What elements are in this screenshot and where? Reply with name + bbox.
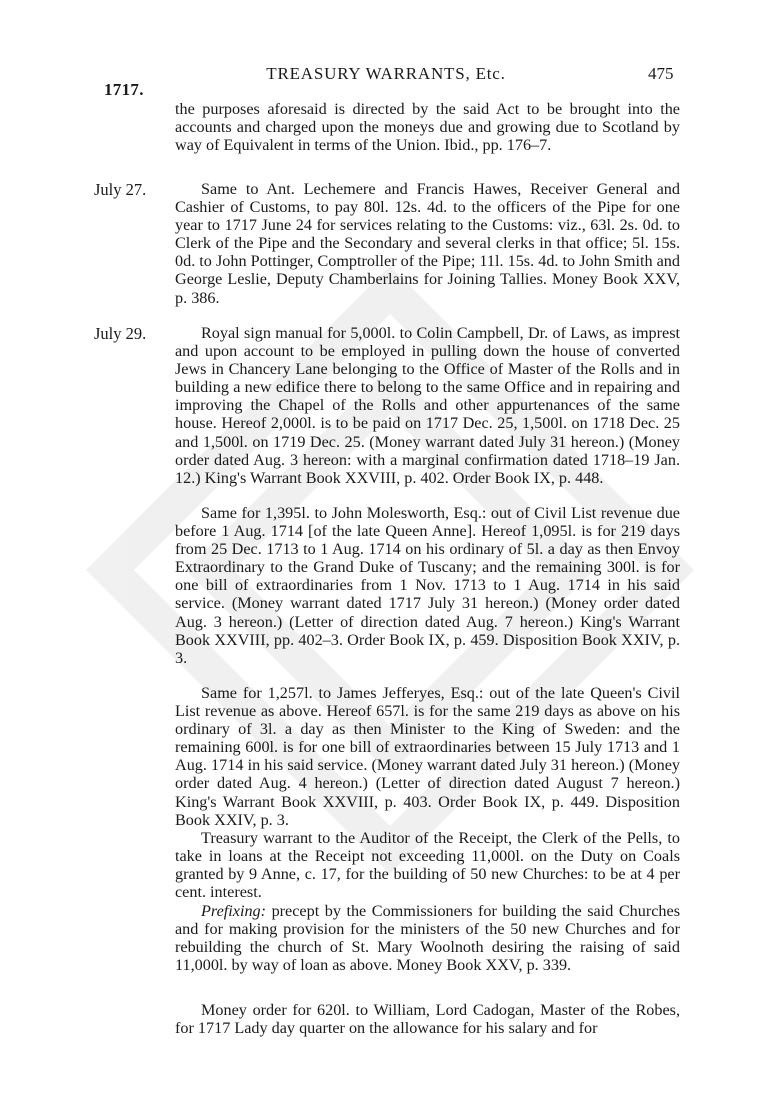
entry-text: Royal sign manual for 5,000l. to Colin Campbell, Dr. of Laws, as imprest and upon account to be employed in pulling down the house of converted Jews in Chancery Lane belonging to the Office of Master of the Rolls and in building a new edifice there to belong to the same Office and in repairing and improving the Chapel of the Rolls and other appurtenances of the same house. Hereof 2,000l. is to be paid on 1717 Dec. 25, 1,500l. on 1718 Dec. 25 and 1,500l. on 1719 Dec. 25. (Money warrant dated July 31 hereon.) (Money order dated Aug. 3 hereon: with a marginal confirmation dated 1718–19 Jan. 12.) King's Warrant Book XXVIII, p. 402. Order Book IX, p. 448.: [175, 324, 680, 487]
entry-text: Treasury warrant to the Auditor of the Receipt, the Clerk of the Pells, to take in loans at the Receipt not exceeding 11,000l. on the Duty on Coals granted by 9 Anne, c. 17, for the building of 50 new Churches: to be at 4 per cent. interest.: [175, 829, 680, 902]
prefix-label: Prefixing:: [201, 902, 267, 920]
header-year: 1717.: [104, 80, 144, 99]
page-title: TREASURY WARRANTS, Etc.: [266, 64, 506, 83]
entry-text: Same to Ant. Lechemere and Francis Hawes, Receiver General and Cashier of Customs, to pay 80l. 12s. 4d. to the officers of the Pipe for one year to 1717 June 24 for services relating to the Customs: viz., 63l. 2s. 0d. to Clerk of the Pipe and the Secondary and several clerks in that office; 5l. 15s. 0d. to John Pottinger, Comptroller of the Pipe; 11l. 15s. 4d. to John Smith and George Leslie, Deputy Chamberlains for Joining Tallies. Money Book XXV, p. 386.: [175, 180, 680, 307]
entry-text: [175, 902, 680, 974]
page-number: 475: [648, 64, 674, 83]
prefix-text: precept by the Commissioners for building the said Churches and for making provision for the ministers of the 50 new Churches and for rebuilding the church of St. Mary Woolnoth desiring the raising of said 11,000l. by way of loan as above. Money Book XXV, p. 339.: [175, 902, 681, 975]
entry-text: Money order for 620l. to William, Lord Cadogan, Master of the Robes, for 1717 Lady day quarter on the allowance for his salary and for: [175, 1001, 680, 1038]
entry-date: July 29.: [94, 324, 147, 343]
entry-text: Same for 1,257l. to James Jefferyes, Esq.: out of the late Queen's Civil List revenue as above. Hereof 657l. is for the same 219 days as above on his ordinary of 3l. a day as then Minister to the King of Sweden: and the remaining 600l. is for one bill of extraordinaries between 15 July 1713 and 1 Aug. 1714 in his said service. (Money warrant dated July 31 hereon.) (Money order dated Aug. 4 hereon.) (Letter of direction dated August 7 hereon.) King's Warrant Book XXVIII, p. 403. Order Book IX, p. 449. Disposition Book XXIV, p. 3.: [175, 684, 680, 829]
entry-continuation: the purposes aforesaid is directed by the said Act to be brought into the accounts and charged upon the moneys due and growing due to Scotland by way of Equivalent in terms of the Union. Ibid., pp. 176–7.: [175, 100, 680, 155]
entry-text: Same for 1,395l. to John Molesworth, Esq.: out of Civil List revenue due before 1 Aug. 1714 [of the late Queen Anne]. Hereof 1,095l. is for 219 days from 25 Dec. 1713 to 1 Aug. 1714 on his ordinary of 5l. a day as then Envoy Extraordinary to the Grand Duke of Tuscany; and the remaining 300l. is for one bill of extraordinaries from 1 Nov. 1713 to 1 Aug. 1714 in his said service. (Money warrant dated 1717 July 31 hereon.) (Money order dated Aug. 3 hereon.) (Letter of direction dated Aug. 7 hereon.) King's Warrant Book XXVIII, pp. 402–3. Order Book IX, p. 459. Disposition Book XXIV, p. 3.: [175, 504, 680, 667]
entry-date: July 27.: [94, 180, 147, 199]
